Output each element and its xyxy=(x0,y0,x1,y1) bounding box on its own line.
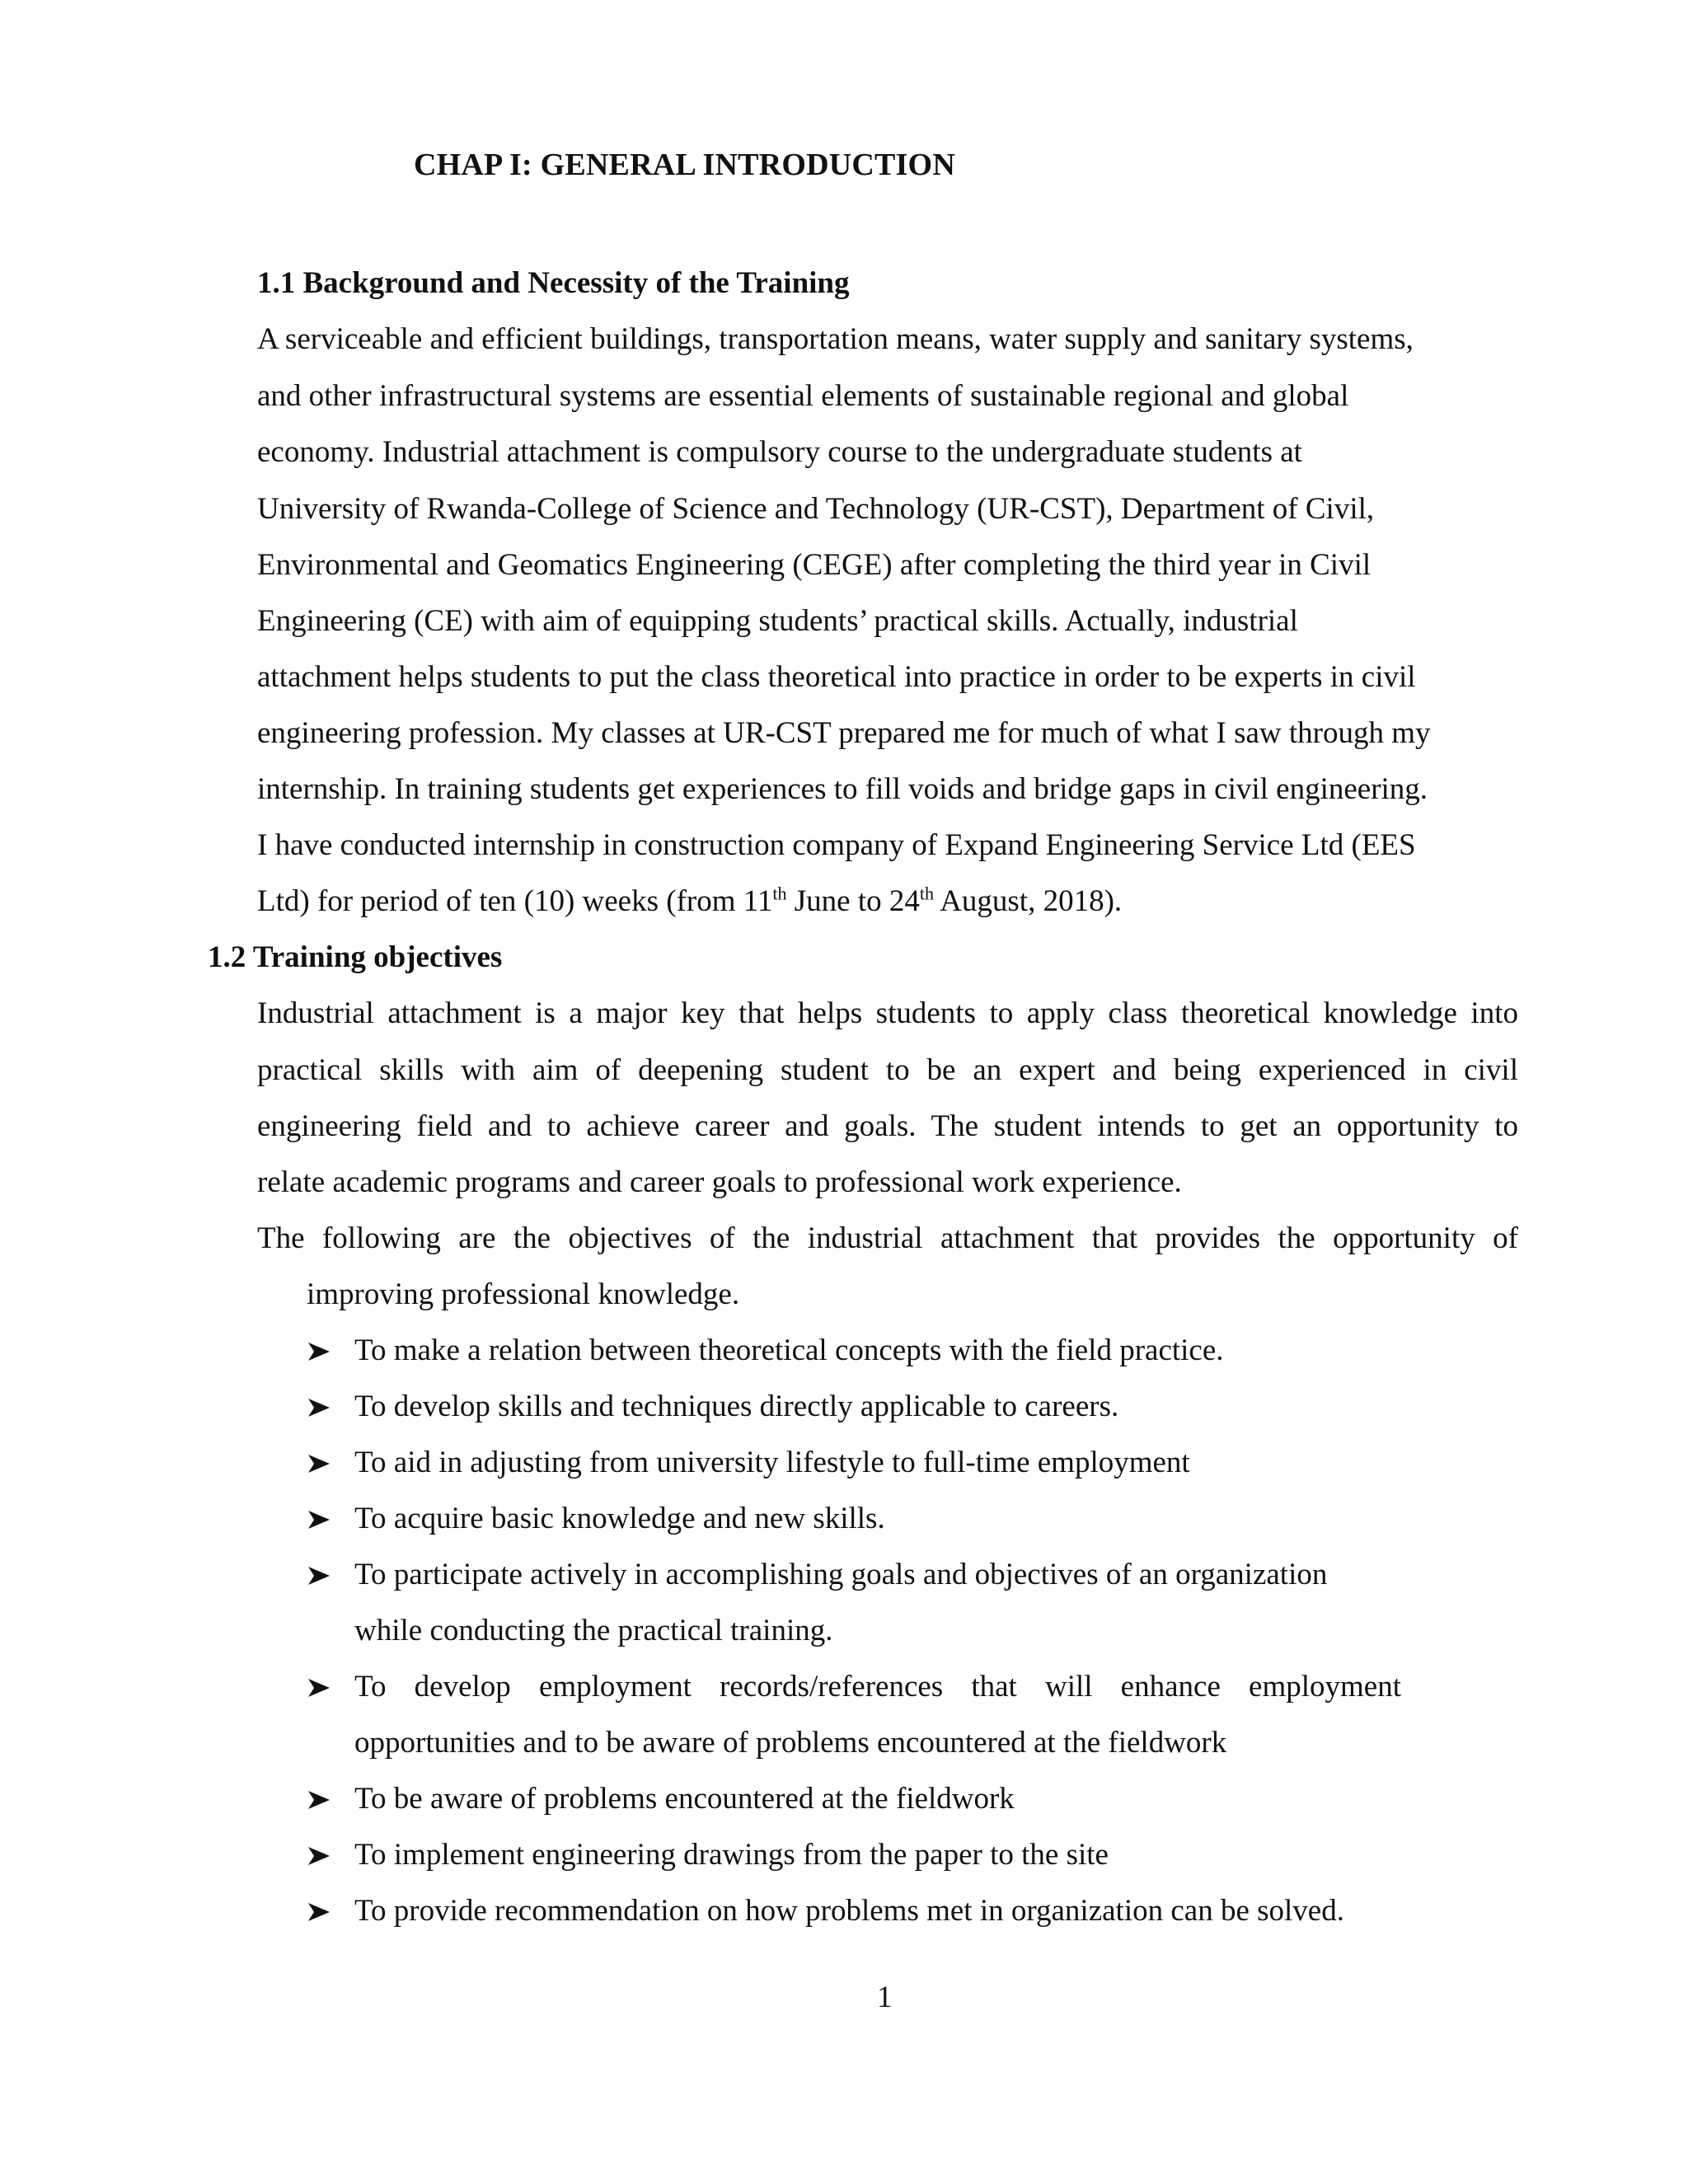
superscript: th xyxy=(919,883,934,904)
paragraph-line: attachment helps students to put the class theoretical into practice in order to be experts in civil xyxy=(257,660,1416,694)
arrow-bullet-icon xyxy=(307,1333,330,1369)
paragraph-line: practical skills with aim of deepening student to be an expert and being experienced in civil xyxy=(257,1053,1518,1087)
arrow-bullet-icon xyxy=(307,1501,330,1537)
list-item-text: To develop skills and techniques directly applicable to careers. xyxy=(354,1390,1119,1423)
list-item-text: To make a relation between theoretical concepts with the field practice. xyxy=(354,1333,1224,1367)
chapter-title: CHAP I: GENERAL INTRODUCTION xyxy=(414,148,955,182)
page-number: 1 xyxy=(877,1980,893,2014)
paragraph-line: A serviceable and efficient buildings, transportation means, water supply and sanitary systems, xyxy=(257,322,1414,356)
paragraph-line: Industrial attachment is a major key that helps students to apply class theoretical knowledge into xyxy=(257,996,1518,1030)
list-item-text: To participate actively in accomplishing goals and objectives of an organization xyxy=(354,1558,1328,1591)
arrow-bullet-icon xyxy=(307,1445,330,1481)
date-text: Ltd) for period of ten (10) weeks (from 11 xyxy=(257,884,773,918)
paragraph-continuation: improving professional knowledge. xyxy=(307,1277,740,1311)
paragraph-line: I have conducted internship in construction company of Expand Engineering Service Ltd (EES xyxy=(257,828,1416,862)
paragraph-line: engineering field and to achieve career and goals. The student intends to get an opportunity to xyxy=(257,1109,1518,1143)
arrow-bullet-icon xyxy=(307,1669,330,1705)
arrow-bullet-icon xyxy=(307,1781,330,1817)
paragraph-line: Environmental and Geomatics Engineering (CEGE) after completing the third year in Civil xyxy=(257,548,1372,582)
section-heading-background: 1.1 Background and Necessity of the Training xyxy=(257,266,850,300)
paragraph-line: internship. In training students get experiences to fill voids and bridge gaps in civil engineering. xyxy=(257,772,1428,806)
arrow-bullet-icon xyxy=(307,1389,330,1425)
paragraph-line: The following are the objectives of the industrial attachment that provides the opportunity of xyxy=(257,1221,1518,1255)
list-item-continuation: opportunities and to be aware of problems encountered at the fieldwork xyxy=(354,1726,1227,1760)
date-text: June to 24 xyxy=(786,884,920,918)
paragraph-line: economy. Industrial attachment is compulsory course to the undergraduate students at xyxy=(257,435,1302,469)
list-item-text: To be aware of problems encountered at the fieldwork xyxy=(354,1782,1015,1816)
paragraph-line-dates xyxy=(257,883,1122,920)
list-item-text: To acquire basic knowledge and new skills. xyxy=(354,1502,885,1535)
list-item-text: To provide recommendation on how problems met in organization can be solved. xyxy=(354,1894,1344,1928)
list-item-text: To implement engineering drawings from the paper to the site xyxy=(354,1838,1109,1872)
arrow-bullet-icon xyxy=(307,1557,330,1593)
superscript: th xyxy=(772,883,787,904)
paragraph-line: engineering profession. My classes at UR-CST prepared me for much of what I saw through my xyxy=(257,716,1431,750)
paragraph-line: and other infrastructural systems are essential elements of sustainable regional and global xyxy=(257,379,1349,413)
list-item-text: To aid in adjusting from university lifestyle to full-time employment xyxy=(354,1446,1190,1479)
date-text: August, 2018). xyxy=(933,884,1123,918)
list-item-text: To develop employment records/references that will enhance employment xyxy=(354,1670,1401,1704)
arrow-bullet-icon xyxy=(307,1893,330,1929)
paragraph-line: University of Rwanda-College of Science and Technology (UR-CST), Department of Civil, xyxy=(257,492,1375,526)
list-item-continuation: while conducting the practical training. xyxy=(354,1614,833,1647)
arrow-bullet-icon xyxy=(307,1837,330,1873)
section-heading-objectives: 1.2 Training objectives xyxy=(208,940,503,974)
paragraph-line: Engineering (CE) with aim of equipping students’ practical skills. Actually, industrial xyxy=(257,604,1298,638)
paragraph-line: relate academic programs and career goals to professional work experience. xyxy=(257,1165,1182,1199)
